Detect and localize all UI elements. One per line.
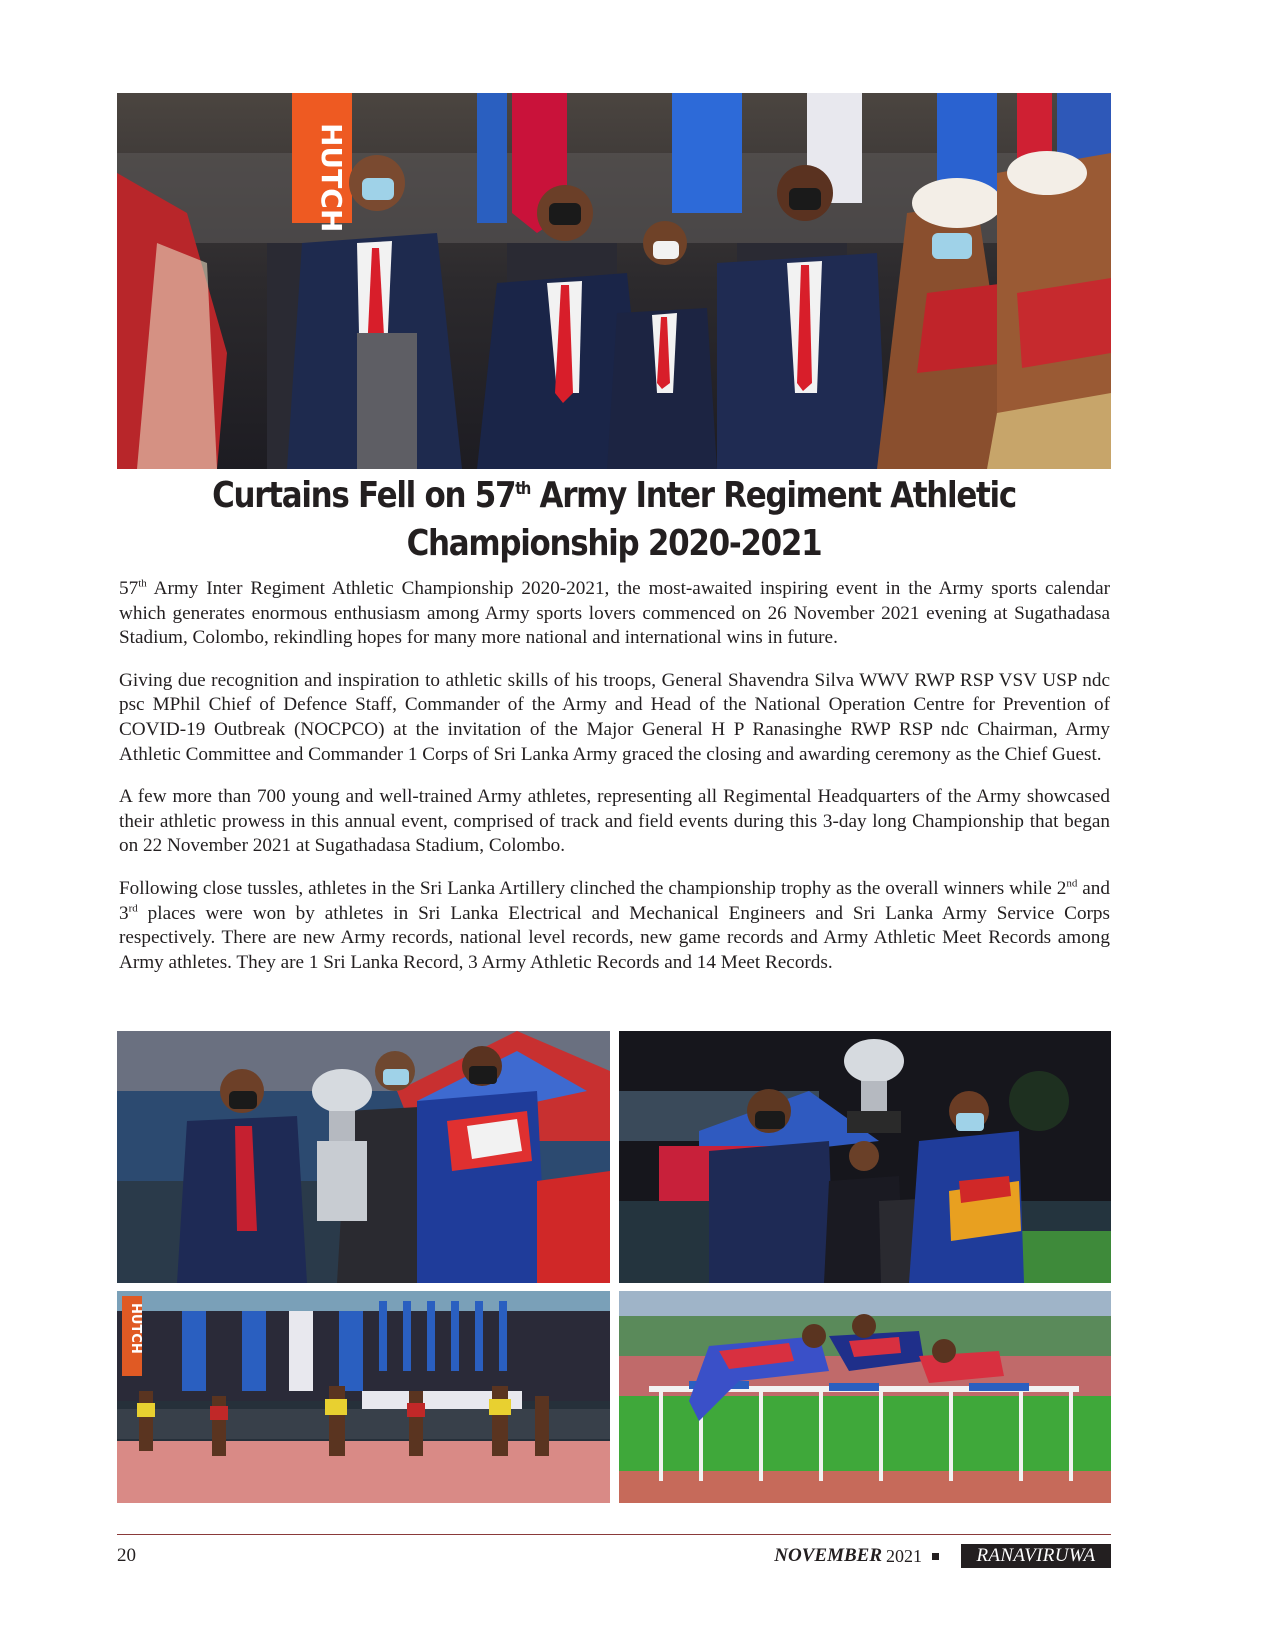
hero-photo-officials-procession	[117, 93, 1111, 469]
article-title	[187, 472, 1042, 568]
p4-ordinal-2: rd	[128, 902, 138, 915]
p1-ordinal: th	[138, 577, 147, 590]
paragraph-3: A few more than 700 young and well-trained Army athletes, representing all Regimental Headquarters of the Army showcased their athletic prowess in this annual event, comprised of track and field events during this 3-day long Championship that began on 22 November 2021 at Sugathadasa Stadium, Colombo.	[119, 786, 1110, 857]
photo-hurdles-race	[619, 1291, 1111, 1503]
paragraph-1	[119, 577, 1110, 651]
footer-rule	[117, 1534, 1111, 1535]
title-line2-text: Championship 2020-2021	[406, 523, 822, 564]
title-line1-text: Curtains Fell on 57	[212, 475, 516, 516]
magazine-name: RANAVIRUWA	[961, 1544, 1111, 1568]
footer-year: 2021	[886, 1545, 922, 1566]
paragraph-2: Giving due recognition and inspiration to athletic skills of his troops, General Shavendra Silva WWV RWP RSP VSV USP ndc psc MPhil Chief of Defence Staff, Commander of the Army and Head of the National Operation Centre for Prevention of COVID-19 Outbreak (NOCPCO) at the invitation of the Major General H P Ranasinghe RWP RSP ndc Chairman, Army Athletic Committee and Commander 1 Corps of Sri Lanka Army graced the closing and awarding ceremony as the Chief Guest.	[119, 669, 1110, 765]
p1-text: Army Inter Regiment Athletic Championship 2020-2021, the most-awaited inspiring event in the Army sports calendar which generates enormous enthusiasm among Army sports lovers commenced on 26 November 2021 evening at Sugathadasa Stadium, Colombo, rekindling hopes for many more national and international wins in future.	[119, 578, 1110, 649]
p4-text-a: Following close tussles, athletes in the Sri Lanka Artillery clinched the championship trophy as the overall winners while 2	[119, 877, 1067, 899]
photo-womens-sprint	[117, 1291, 610, 1503]
hutch-banner-text: HUTCH	[315, 123, 348, 233]
footer-month: NOVEMBER	[774, 1545, 882, 1566]
p1-number: 57	[119, 578, 139, 599]
hutch-banner-text-small: HUTCH	[128, 1303, 143, 1354]
footer-masthead	[774, 1544, 1111, 1568]
p4-text-c: places were won by athletes in Sri Lanka Electrical and Mechanical Engineers and Sri Lanka Army Service Corps respectively. There are new Army records, national level records, new game records and Army Athletic Meet Records among Army athletes. They are 1 Sri Lanka Record, 3 Army Athletic Records and 14 Meet Records.	[119, 902, 1110, 973]
p4-ordinal-1: nd	[1066, 877, 1078, 890]
footer-bullet-icon	[932, 1553, 939, 1560]
title-ordinal-suffix: th	[515, 479, 531, 499]
paragraph-4	[119, 877, 1110, 975]
photo-trophy-presentation-2	[619, 1031, 1111, 1283]
article-body	[119, 577, 1110, 993]
p4-text-b: and 3	[119, 877, 1110, 924]
photo-trophy-presentation-1	[117, 1031, 610, 1283]
title-line1-rest: Army Inter Regiment Athletic	[530, 475, 1016, 516]
page-number: 20	[117, 1545, 136, 1566]
